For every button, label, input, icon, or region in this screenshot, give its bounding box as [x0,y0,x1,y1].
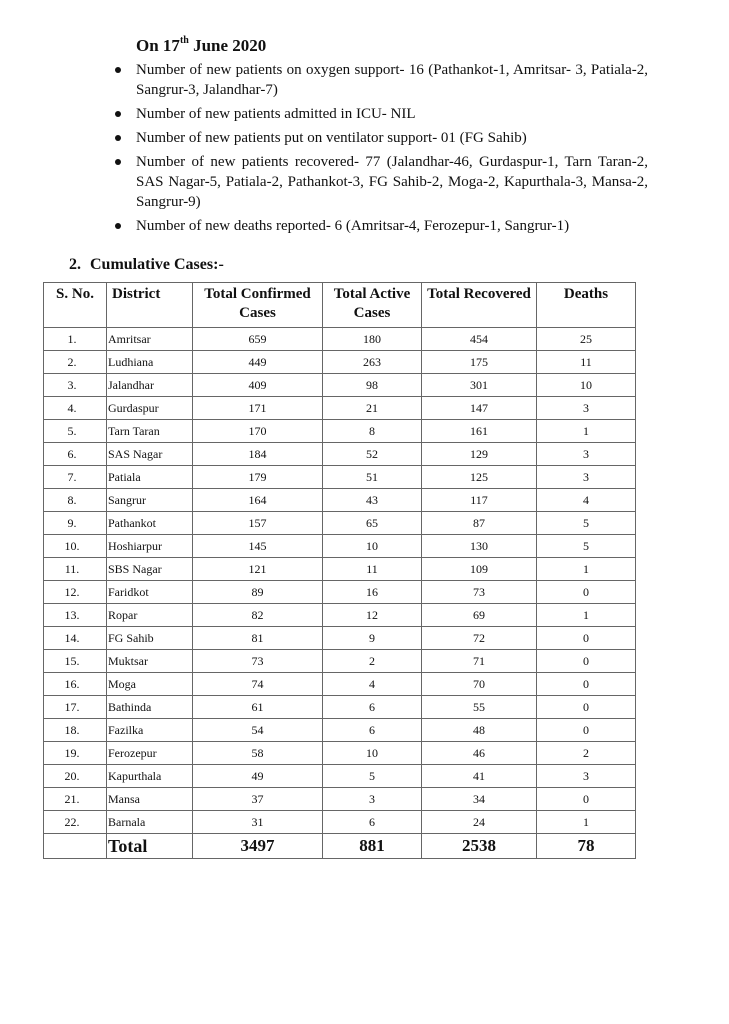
active-cell: 10 [323,742,422,765]
district-cell: Bathinda [107,696,193,719]
table-row [44,719,636,742]
deaths-cell: 4 [537,489,636,512]
table-row [44,443,636,466]
deaths-cell: 1 [537,811,636,834]
bullet-text: Number of new patients on oxygen support- 16 (Pathankot-1, Amritsar- 3, Patiala-2, Sangrur-3, Jalandhar-7) [136,62,648,98]
total-row [44,834,636,859]
district-cell: Hoshiarpur [107,535,193,558]
confirmed-cell: 449 [193,351,323,374]
recovered-cell: 301 [422,374,537,397]
active-cell: 98 [323,374,422,397]
deaths-cell: 5 [537,535,636,558]
serial-number-cell: 11. [44,558,107,581]
daily-update-list [113,60,648,240]
deaths-cell: 3 [537,443,636,466]
recovered-cell: 87 [422,512,537,535]
district-cell: Jalandhar [107,374,193,397]
active-cell: 9 [323,627,422,650]
district-cell: Barnala [107,811,193,834]
confirmed-cell: 54 [193,719,323,742]
active-cell: 21 [323,397,422,420]
bullet-recovered [113,152,648,212]
table-row [44,397,636,420]
table-row [44,328,636,351]
table-row [44,535,636,558]
date-heading-ordinal: th [179,35,189,47]
district-cell: Ferozepur [107,742,193,765]
active-cell: 6 [323,811,422,834]
table-row [44,581,636,604]
serial-number-cell: 1. [44,328,107,351]
bullet-dot-icon [115,135,121,141]
serial-number-cell: 4. [44,397,107,420]
recovered-cell: 454 [422,328,537,351]
confirmed-cell: 73 [193,650,323,673]
active-cell: 5 [323,765,422,788]
recovered-cell: 41 [422,765,537,788]
confirmed-cell: 49 [193,765,323,788]
confirmed-cell: 157 [193,512,323,535]
active-cell: 10 [323,535,422,558]
total-label: Total [107,834,193,859]
table-row [44,466,636,489]
confirmed-cell: 81 [193,627,323,650]
date-heading-suffix: June 2020 [188,36,267,55]
section-title: Cumulative Cases:- [90,256,224,273]
active-cell: 51 [323,466,422,489]
bullet-ventilator-support [113,128,648,148]
bullet-deaths [113,216,648,236]
district-cell: Pathankot [107,512,193,535]
confirmed-cell: 58 [193,742,323,765]
district-cell: Faridkot [107,581,193,604]
table-row [44,604,636,627]
table-row [44,788,636,811]
recovered-cell: 147 [422,397,537,420]
district-cell: Gurdaspur [107,397,193,420]
deaths-cell: 10 [537,374,636,397]
recovered-cell: 46 [422,742,537,765]
table-row [44,489,636,512]
confirmed-cell: 61 [193,696,323,719]
table-row [44,558,636,581]
serial-number-cell: 22. [44,811,107,834]
recovered-cell: 161 [422,420,537,443]
deaths-cell: 0 [537,696,636,719]
district-cell: Kapurthala [107,765,193,788]
table-row [44,765,636,788]
table-header-row [44,283,636,328]
bullet-icu-admissions [113,104,648,124]
deaths-cell: 0 [537,627,636,650]
header-serial-number: S. No. [44,283,107,328]
recovered-cell: 129 [422,443,537,466]
recovered-cell: 48 [422,719,537,742]
recovered-cell: 125 [422,466,537,489]
active-cell: 4 [323,673,422,696]
district-cell: Ropar [107,604,193,627]
serial-number-cell: 21. [44,788,107,811]
total-deaths: 78 [537,834,636,859]
header-total-confirmed: Total Confirmed Cases [193,283,323,328]
serial-number-cell: 12. [44,581,107,604]
recovered-cell: 55 [422,696,537,719]
table-row [44,811,636,834]
deaths-cell: 0 [537,650,636,673]
confirmed-cell: 31 [193,811,323,834]
district-cell: SBS Nagar [107,558,193,581]
active-cell: 6 [323,696,422,719]
bullet-dot-icon [115,111,121,117]
deaths-cell: 1 [537,420,636,443]
active-cell: 3 [323,788,422,811]
deaths-cell: 5 [537,512,636,535]
recovered-cell: 72 [422,627,537,650]
serial-number-cell: 9. [44,512,107,535]
active-cell: 6 [323,719,422,742]
deaths-cell: 0 [537,673,636,696]
deaths-cell: 2 [537,742,636,765]
deaths-cell: 3 [537,466,636,489]
confirmed-cell: 184 [193,443,323,466]
table-row [44,673,636,696]
serial-number-cell: 10. [44,535,107,558]
active-cell: 43 [323,489,422,512]
total-confirmed: 3497 [193,834,323,859]
total-active: 881 [323,834,422,859]
bullet-text: Number of new patients put on ventilator support- 01 (FG Sahib) [136,130,527,146]
bullet-text: Number of new patients admitted in ICU- NIL [136,106,416,122]
deaths-cell: 3 [537,765,636,788]
bullet-dot-icon [115,223,121,229]
active-cell: 52 [323,443,422,466]
cumulative-cases-table [43,282,636,859]
serial-number-cell: 17. [44,696,107,719]
section-number: 2. [69,256,81,273]
active-cell: 11 [323,558,422,581]
active-cell: 2 [323,650,422,673]
recovered-cell: 24 [422,811,537,834]
district-cell: Moga [107,673,193,696]
date-heading [136,36,266,56]
confirmed-cell: 121 [193,558,323,581]
deaths-cell: 1 [537,558,636,581]
confirmed-cell: 89 [193,581,323,604]
serial-number-cell: 8. [44,489,107,512]
recovered-cell: 34 [422,788,537,811]
district-cell: Mansa [107,788,193,811]
confirmed-cell: 82 [193,604,323,627]
confirmed-cell: 145 [193,535,323,558]
active-cell: 263 [323,351,422,374]
serial-number-cell: 14. [44,627,107,650]
serial-number-cell: 20. [44,765,107,788]
confirmed-cell: 37 [193,788,323,811]
recovered-cell: 73 [422,581,537,604]
serial-number-cell: 7. [44,466,107,489]
confirmed-cell: 659 [193,328,323,351]
district-cell: SAS Nagar [107,443,193,466]
confirmed-cell: 171 [193,397,323,420]
district-cell: Patiala [107,466,193,489]
serial-number-cell: 6. [44,443,107,466]
district-cell: Sangrur [107,489,193,512]
serial-number-cell: 16. [44,673,107,696]
district-cell: Muktsar [107,650,193,673]
recovered-cell: 117 [422,489,537,512]
serial-number-cell: 19. [44,742,107,765]
header-total-recovered: Total Recovered [422,283,537,328]
serial-number-cell: 3. [44,374,107,397]
header-district: District [107,283,193,328]
serial-number-cell: 15. [44,650,107,673]
header-total-active: Total Active Cases [323,283,422,328]
table-row [44,374,636,397]
deaths-cell: 0 [537,788,636,811]
recovered-cell: 69 [422,604,537,627]
district-cell: FG Sahib [107,627,193,650]
table-body [44,328,636,834]
active-cell: 12 [323,604,422,627]
confirmed-cell: 74 [193,673,323,696]
total-serial-cell [44,834,107,859]
bullet-oxygen-support [113,60,648,100]
recovered-cell: 109 [422,558,537,581]
bullet-dot-icon [115,67,121,73]
deaths-cell: 0 [537,581,636,604]
bullet-text: Number of new patients recovered- 77 (Jalandhar-46, Gurdaspur-1, Tarn Taran-2, SAS Nagar-5, Patiala-2, Pathankot-3, FG Sahib-2, Moga-2, Kapurthala-3, Mansa-2, Sangrur-9) [136,154,648,210]
deaths-cell: 0 [537,719,636,742]
active-cell: 16 [323,581,422,604]
header-deaths: Deaths [537,283,636,328]
bullet-text: Number of new deaths reported- 6 (Amritsar-4, Ferozepur-1, Sangrur-1) [136,218,570,234]
serial-number-cell: 2. [44,351,107,374]
recovered-cell: 71 [422,650,537,673]
active-cell: 8 [323,420,422,443]
table-row [44,696,636,719]
deaths-cell: 11 [537,351,636,374]
date-heading-prefix: On 17 [136,36,180,55]
serial-number-cell: 5. [44,420,107,443]
total-recovered: 2538 [422,834,537,859]
table-row [44,627,636,650]
deaths-cell: 1 [537,604,636,627]
table-row [44,512,636,535]
table-row [44,351,636,374]
confirmed-cell: 170 [193,420,323,443]
confirmed-cell: 164 [193,489,323,512]
district-cell: Fazilka [107,719,193,742]
recovered-cell: 70 [422,673,537,696]
table-row [44,420,636,443]
confirmed-cell: 179 [193,466,323,489]
active-cell: 180 [323,328,422,351]
serial-number-cell: 13. [44,604,107,627]
deaths-cell: 25 [537,328,636,351]
district-cell: Amritsar [107,328,193,351]
table-row [44,650,636,673]
serial-number-cell: 18. [44,719,107,742]
table-row [44,742,636,765]
district-cell: Ludhiana [107,351,193,374]
district-cell: Tarn Taran [107,420,193,443]
deaths-cell: 3 [537,397,636,420]
bullet-dot-icon [115,159,121,165]
confirmed-cell: 409 [193,374,323,397]
recovered-cell: 130 [422,535,537,558]
cumulative-cases-heading [69,255,224,275]
recovered-cell: 175 [422,351,537,374]
active-cell: 65 [323,512,422,535]
